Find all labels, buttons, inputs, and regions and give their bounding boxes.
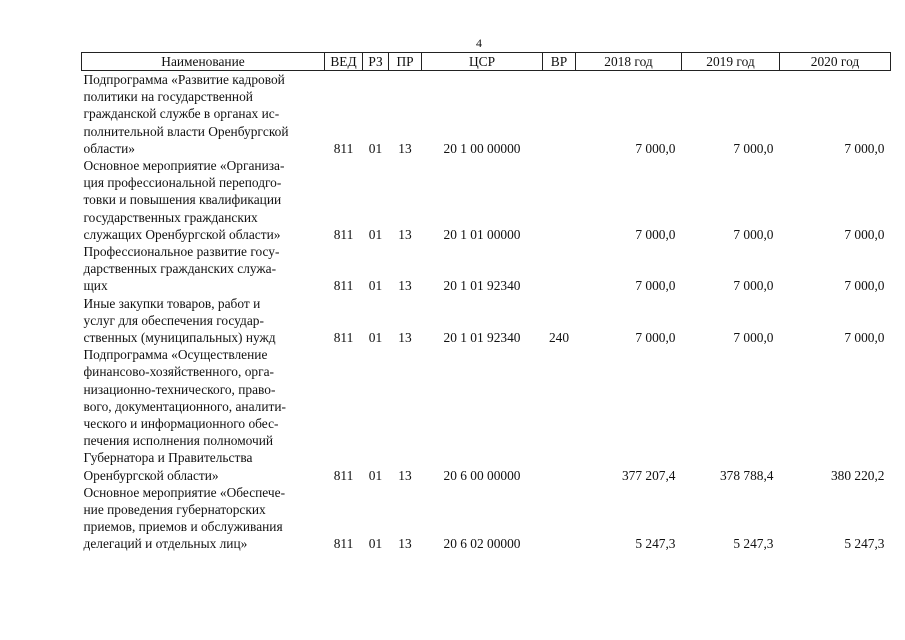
row-pr: 13	[398, 226, 412, 242]
row-pr: 13	[398, 140, 412, 156]
budget-table	[81, 52, 891, 553]
row-pr: 13	[398, 536, 412, 552]
row-rz: 01	[368, 536, 383, 552]
header-2018: 2018 год	[576, 53, 682, 71]
row-2020: 7 000,0	[844, 330, 885, 346]
header-name: Наименование	[82, 53, 325, 71]
row-2020: 5 247,3	[844, 536, 885, 552]
row-name-line: ческого и информационного обес-	[83, 416, 279, 432]
row-csr: 20 1 01 00000	[443, 226, 521, 242]
row-rz: 01	[368, 467, 383, 483]
table-row	[82, 243, 891, 295]
page-number: 4	[476, 36, 482, 50]
row-pr: 13	[398, 330, 412, 346]
row-2018: 7 000,0	[635, 226, 676, 242]
row-ved: 811	[333, 226, 354, 242]
row-name-line: Основное мероприятие «Обеспече-	[83, 484, 286, 500]
header-ved: ВЕД	[325, 53, 363, 71]
row-name	[82, 484, 325, 553]
table-row	[82, 484, 891, 553]
row-name-line: гражданской службе в органах ис-	[83, 106, 280, 122]
row-name	[82, 295, 325, 347]
row-pr: 13	[398, 467, 412, 483]
table-row	[82, 157, 891, 243]
row-2020: 7 000,0	[844, 226, 885, 242]
row-csr: 20 1 00 00000	[443, 140, 521, 156]
row-vr	[543, 243, 576, 295]
table-row	[82, 346, 891, 484]
row-name-line: государственных гражданских	[83, 209, 258, 225]
row-name-line: Губернатора и Правительства	[83, 450, 253, 466]
row-ved: 811	[333, 330, 354, 346]
row-ved: 811	[333, 536, 354, 552]
header-row	[82, 53, 891, 71]
row-2020: 7 000,0	[844, 278, 885, 294]
row-csr: 20 1 01 92340	[443, 330, 521, 346]
row-name	[82, 157, 325, 243]
row-csr: 20 1 01 92340	[443, 278, 521, 294]
row-name-line: полнительной власти Оренбургской	[83, 123, 289, 139]
table-header	[82, 53, 891, 71]
row-ved: 811	[333, 278, 354, 294]
row-name-line: ция профессиональной переподго-	[83, 175, 282, 191]
row-name-line: делегаций и отдельных лиц»	[83, 536, 248, 552]
row-name-line: Основное мероприятие «Организа-	[83, 158, 285, 174]
row-name-line: товки и повышения квалификации	[83, 192, 282, 208]
header-pr: ПР	[389, 53, 422, 71]
row-2018: 7 000,0	[635, 140, 676, 156]
row-csr: 20 6 02 00000	[443, 536, 521, 552]
row-name-line: дарственных гражданских служа-	[83, 261, 277, 277]
row-2018: 7 000,0	[635, 278, 676, 294]
row-rz: 01	[368, 278, 383, 294]
row-name-line: ственных (муниципальных) нужд	[83, 330, 276, 346]
header-2020: 2020 год	[780, 53, 891, 71]
row-2020: 7 000,0	[844, 140, 885, 156]
row-name	[82, 71, 325, 158]
row-vr	[543, 346, 576, 484]
row-vr: 240	[548, 330, 570, 346]
row-name-line: Иные закупки товаров, работ и	[83, 295, 261, 311]
row-name-line: Подпрограмма «Осуществление	[83, 347, 268, 363]
row-2019: 378 788,4	[719, 467, 774, 483]
row-name-line: Подпрограмма «Развитие кадровой	[83, 72, 285, 87]
row-name-line: услуг для обеспечения государ-	[83, 312, 264, 328]
row-ved: 811	[333, 467, 354, 483]
row-name-line: политики на государственной	[83, 89, 253, 105]
row-name-line: печения исполнения полномочий	[83, 433, 274, 449]
row-name	[82, 346, 325, 484]
row-name-line: служащих Оренбургской области»	[83, 226, 281, 242]
row-name-line: приемов, приемов и обслуживания	[83, 519, 283, 535]
header-csr: ЦСР	[422, 53, 543, 71]
row-2019: 7 000,0	[733, 330, 774, 346]
table-body	[82, 71, 891, 553]
row-rz: 01	[368, 226, 383, 242]
row-name-line: Оренбургской области»	[83, 467, 219, 483]
row-2018: 5 247,3	[635, 536, 676, 552]
row-rz: 01	[368, 330, 383, 346]
row-name	[82, 243, 325, 295]
header-2019: 2019 год	[682, 53, 780, 71]
row-pr: 13	[398, 278, 412, 294]
row-2018: 377 207,4	[621, 467, 676, 483]
row-2019: 5 247,3	[733, 536, 774, 552]
row-name-line: щих	[83, 278, 108, 294]
table-row	[82, 71, 891, 158]
row-2019: 7 000,0	[733, 278, 774, 294]
row-name-line: вого, документационного, аналити-	[83, 398, 286, 414]
row-name-line: ние проведения губернаторских	[83, 502, 266, 518]
row-name-line: области»	[83, 140, 135, 156]
row-2019: 7 000,0	[733, 226, 774, 242]
row-2019: 7 000,0	[733, 140, 774, 156]
row-vr	[543, 71, 576, 158]
header-rz: РЗ	[363, 53, 389, 71]
row-2018: 7 000,0	[635, 330, 676, 346]
row-name-line: финансово-хозяйственного, орга-	[83, 364, 274, 380]
row-vr	[543, 157, 576, 243]
row-rz: 01	[368, 140, 383, 156]
header-vr: ВР	[543, 53, 576, 71]
table-row	[82, 295, 891, 347]
row-2020: 380 220,2	[830, 467, 885, 483]
row-csr: 20 6 00 00000	[443, 467, 521, 483]
row-vr	[543, 484, 576, 553]
row-ved: 811	[333, 140, 354, 156]
row-name-line: Профессиональное развитие госу-	[83, 244, 280, 260]
row-name-line: низационно-технического, право-	[83, 381, 276, 397]
